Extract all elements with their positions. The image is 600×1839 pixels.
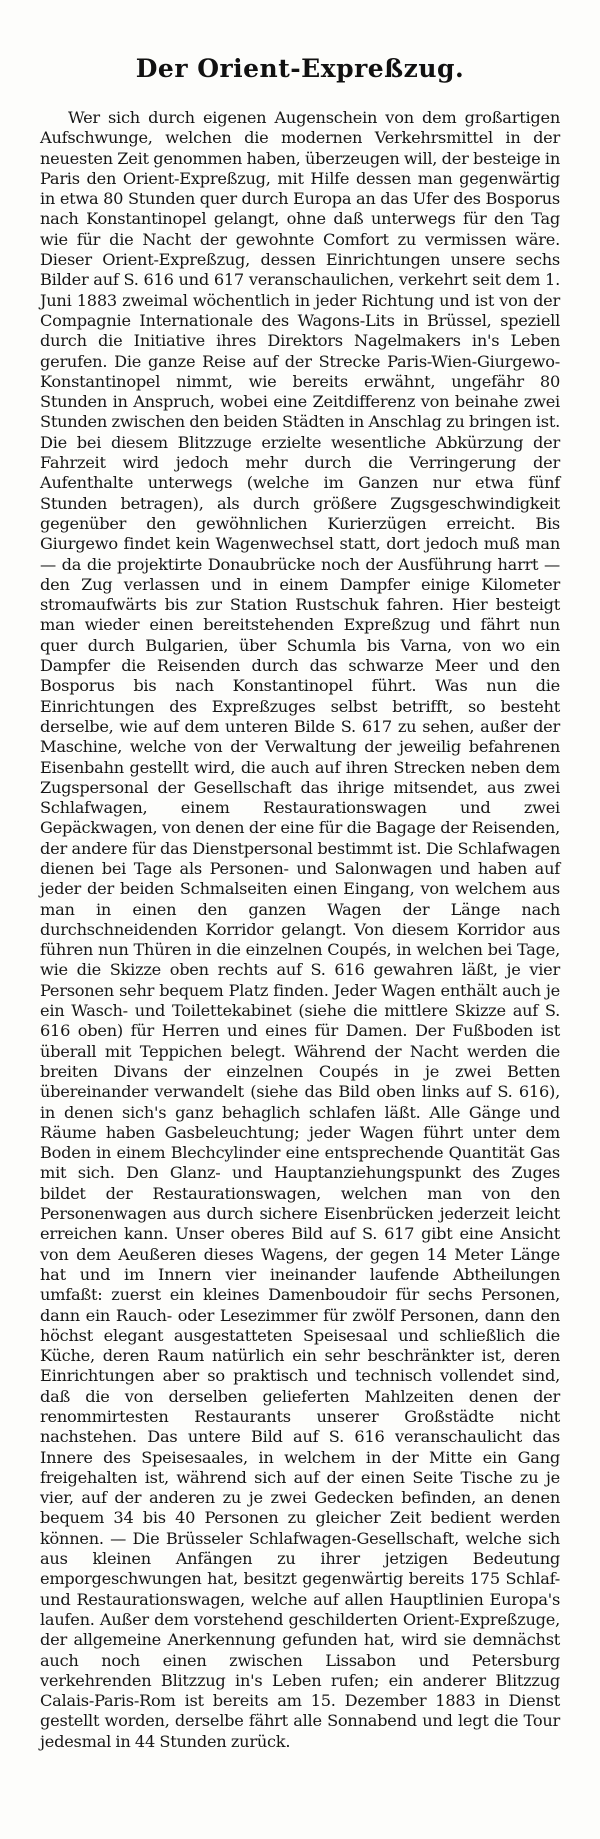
article-body: Wer sich durch eigenen Augenschein von dem großartigen Aufschwunge, welchen die modernen Verkehrsmittel in der neuesten Zeit genommen haben, überzeugen will, der besteige in Paris den Orient-Expreßzug, mit Hilfe dessen man gegenwärtig in etwa 80 Stunden quer durch Europa an das Ufer des Bosporus nach Konstantinopel gelangt, ohne daß unterwegs für den Tag wie für die Nacht der gewohnte Comfort zu vermissen wäre. Dieser Orient-Expreßzug, dessen Einrichtungen unsere sechs Bilder auf S. 616 und 617 veranschaulichen, verkehrt seit dem 1. Juni 1883 zweimal wöchentlich in jeder Richtung und ist von der Compagnie Internationale des Wagons-Lits in Brüssel, speziell durch die Initiative ihres Direktors Nagelmakers in's Leben gerufen. Die ganze Reise auf der Strecke Paris-Wien-Giurgewo-Konstantinopel nimmt, wie bereits erwähnt, ungefähr 80 Stunden in Anspruch, wobei eine Zeitdifferenz von beinahe zwei Stunden zwischen den beiden Städten in Anschlag zu bringen ist. Die bei diesem Blitzzuge erzielte wesentliche Abkürzung der Fahrzeit wird jedoch mehr durch die Verringerung der Aufenthalte unterwegs (welche im Ganzen nur etwa fünf Stunden betragen), als durch größere Zugsgeschwindigkeit gegenüber den gewöhnlichen Kurierzügen erreicht. Bis Giurgewo findet kein Wagenwechsel statt, dort jedoch muß man — da die projektirte Donaubrücke noch der Ausführung harrt — den Zug verlassen und in einem Dampfer einige Kilometer stromaufwärts bis zur Station Rustschuk fahren. Hier besteigt man wieder einen bereitstehenden Expreßzug und fährt nun quer durch Bulgarien, über Schumla bis Varna, von wo ein Dampfer die Reisenden durch das schwarze Meer und den Bosporus bis nach Konstantinopel führt. Was nun die Einrichtungen des Expreßzuges selbst betrifft, so besteht derselbe, wie auf dem unteren Bilde S. 617 zu sehen, außer der Maschine, welche von der Verwaltung der jeweilig befahrenen Eisenbahn gestellt wird, die auch auf ihren Strecken neben dem Zugspersonal der Gesellschaft das ihrige mitsendet, aus zwei Schlafwagen, einem Restaurationswagen und zwei Gepäckwagen, von denen der eine für die Bagage der Reisenden, der andere für das Dienstpersonal bestimmt ist. Die Schlafwagen dienen bei Tage als Personen- und Salonwagen und haben auf jeder der beiden Schmalseiten einen Eingang, von welchem aus man in einen den ganzen Wagen der Länge nach durchschneidenden Korridor gelangt. Von diesem Korridor aus führen nun Thüren in die einzelnen Coupés, in welchen bei Tage, wie die Skizze oben rechts auf S. 616 gewahren läßt, je vier Personen sehr bequem Platz finden. Jeder Wagen enthält auch je ein Wasch- und Toilettekabinet (siehe die mittlere Skizze auf S. 616 oben) für Herren und eines für Damen. Der Fußboden ist überall mit Teppichen belegt. Während der Nacht werden die breiten Divans der einzelnen Coupés in je zwei Betten übereinander verwandelt (siehe das Bild oben links auf S. 616), in denen sich's ganz behaglich schlafen läßt. Alle Gänge und Räume haben Gasbeleuchtung; jeder Wagen führt unter dem Boden in einem Blechcylinder eine entsprechende Quantität Gas mit sich. Den Glanz- und Hauptanziehungspunkt des Zuges bildet der Restaurationswagen, welchen man von den Personenwagen aus durch sichere Eisenbrücken jederzeit leicht erreichen kann. Unser oberes Bild auf S. 617 gibt eine Ansicht von dem Aeußeren dieses Wagens, der gegen 14 Meter Länge hat und im Innern vier ineinander laufende Abtheilungen umfaßt: zuerst ein kleines Damenboudoir für sechs Personen, dann ein Rauch- oder Lesezimmer für zwölf Personen, dann den höchst elegant ausgestatteten Speisesaal und schließlich die Küche, deren Raum natürlich ein sehr beschränkter ist, deren Einrichtungen aber so praktisch und technisch vollendet sind, daß die von derselben gelieferten Mahlzeiten denen der renommirtesten Restaurants unserer Großstädte nicht nachstehen. Das untere Bild auf S. 616 veranschaulicht das Innere des Speisesaales, in welchem in der Mitte ein Gang freigehalten ist, während sich auf der einen Seite Tische zu je vier, auf der anderen zu je zwei Gedecken befinden, an denen bequem 34 bis 40 Personen zu gleicher Zeit bedient werden können. — Die Brüsseler Schlafwagen-Gesellschaft, welche sich aus kleinen Anfängen zu ihrer jetzigen Bedeutung emporgeschwungen hat, besitzt gegenwärtig bereits 175 Schlaf- und Restaurationswagen, welche auf allen Hauptlinien Europa's laufen. Außer dem vorstehend geschilderten Orient-Expreßzuge, der allgemeine Anerkennung gefunden hat, wird sie demnächst auch noch einen zwischen Lissabon und Petersburg verkehrenden Blitzzug in's Leben rufen; ein anderer Blitzzug Calais-Paris-Rom ist bereits am 15. Dezember 1883 in Dienst gestellt worden, derselbe fährt alle Sonnabend und legt die Tour jedesmal in 44 Stunden zurück. (40, 108, 560, 1751)
article-title: Der Orient-Expreßzug. (135, 54, 465, 83)
